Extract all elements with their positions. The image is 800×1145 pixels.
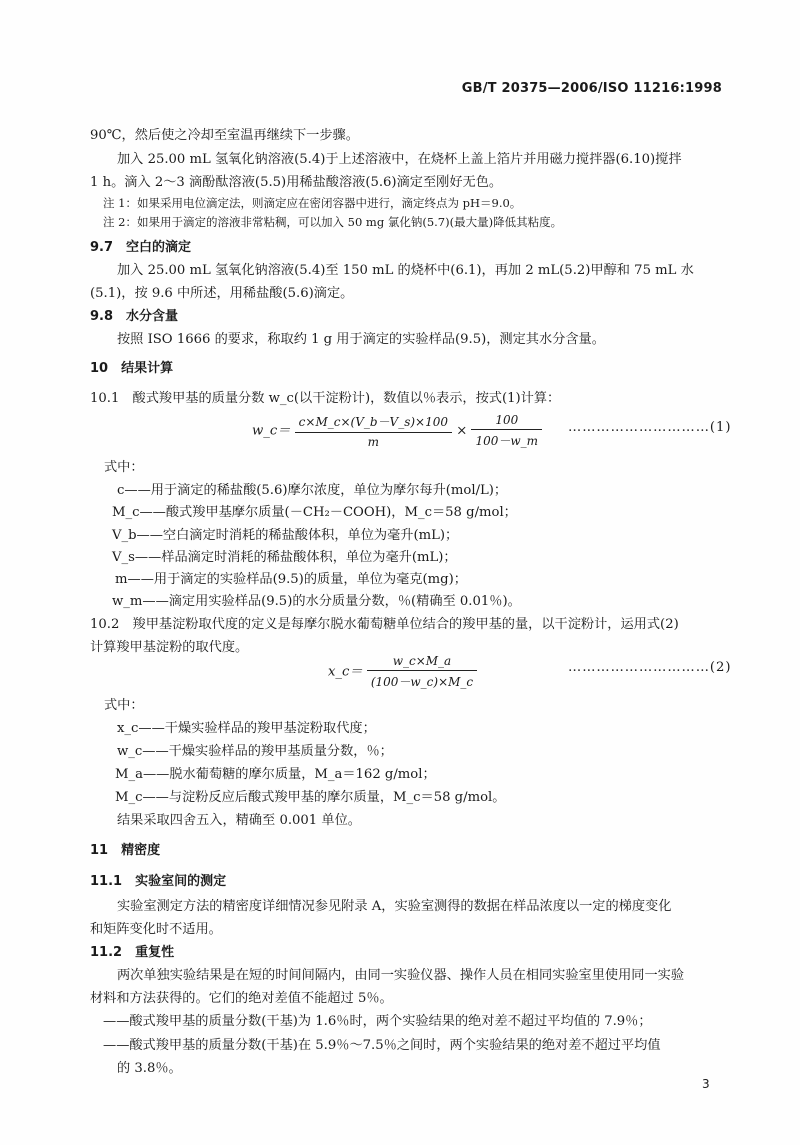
text-line: (5.1)，按 9.6 中所述，用稀盐酸(5.6)滴定。 xyxy=(90,286,354,301)
symbol-definition: M_c——与淀粉反应后酸式羧甲基的摩尔质量，M_c＝58 g/mol。 xyxy=(115,790,506,805)
text-line: 10.2 羧甲基淀粉取代度的定义是每摩尔脱水葡萄糖单位结合的羧甲基的量，以干淀粉计，运用式(2) xyxy=(90,617,679,632)
eq1-times: × xyxy=(456,423,468,439)
section-heading-11-2: 11.2 重复性 xyxy=(90,945,175,960)
text-line: 材料和方法获得的。它们的绝对差值不能超过 5％。 xyxy=(90,991,393,1006)
eq2-denominator: (100－w_c)×M_c xyxy=(370,675,474,689)
text-line: 实验室测定方法的精密度详细情况参见附录 A，实验室测得的数据在样品浓度以一定的梯度变化 xyxy=(117,899,672,914)
section-heading-11: 11 精密度 xyxy=(90,843,161,858)
text-line: 10.1 酸式羧甲基的质量分数 w_c(以干淀粉计)，数值以％表示，按式(1)计算： xyxy=(90,391,561,406)
text-line: 1 h。滴入 2～3 滴酚酞溶液(5.5)用稀盐酸溶液(5.6)滴定至刚好无色。 xyxy=(90,175,503,190)
text-line: 加入 25.00 mL 氢氧化钠溶液(5.4)至 150 mL 的烧杯中(6.1)，再加 2 mL(5.2)甲醇和 75 mL 水 xyxy=(117,263,694,278)
symbol-definition: w_m——滴定用实验样品(9.5)的水分质量分数，％(精确至 0.01％)。 xyxy=(112,594,521,609)
symbol-definition: M_c——酸式羧甲基摩尔质量(－CH₂－COOH)，M_c＝58 g/mol； xyxy=(112,505,517,520)
equation-2-tag: …………………………(2) xyxy=(568,660,732,675)
equation-2 xyxy=(328,654,477,690)
symbol-definition: c——用于滴定的稀盐酸(5.6)摩尔浓度，单位为摩尔每升(mol/L)； xyxy=(117,483,508,498)
text-line: 加入 25.00 mL 氢氧化钠溶液(5.4)于上述溶液中，在烧杯上盖上箔片并用磁力搅拌器(6.10)搅拌 xyxy=(117,152,682,167)
eq2-numerator: w_c×M_a xyxy=(367,654,477,671)
text-line: 式中： xyxy=(104,460,144,475)
eq1-lhs: w_c＝ xyxy=(252,423,291,439)
section-heading-9-7: 9.7 空白的滴定 xyxy=(90,240,192,255)
eq1-fraction-1 xyxy=(295,413,452,449)
eq1-numerator-1: c×M_c×(V_b－V_s)×100 xyxy=(295,413,452,433)
list-item: ——酸式羧甲基的质量分数(干基)在 5.9％～7.5％之间时，两个实验结果的绝对差不超过平均值 xyxy=(103,1038,661,1053)
text-line: 90℃，然后使之冷却至室温再继续下一步骤。 xyxy=(90,128,359,143)
section-heading-10: 10 结果计算 xyxy=(90,361,174,376)
eq1-denominator-2: 100－w_m xyxy=(475,434,539,448)
text-line: 结果采取四舍五入，精确至 0.001 单位。 xyxy=(117,813,361,828)
eq1-fraction-2 xyxy=(471,413,542,449)
equation-1 xyxy=(252,413,542,449)
page-number: 3 xyxy=(702,1077,710,1091)
standard-number-header: GB/T 20375—2006/ISO 11216:1998 xyxy=(461,81,722,96)
section-heading-11-1: 11.1 实验室间的测定 xyxy=(90,874,227,889)
symbol-definition: V_b——空白滴定时消耗的稀盐酸体积，单位为毫升(mL)； xyxy=(112,528,459,543)
eq2-fraction xyxy=(367,654,477,690)
note-2: 注 2：如果用于滴定的溶液非常粘稠，可以加入 50 mg 氯化钠(5.7)(最大量)降低其粘度。 xyxy=(103,215,563,229)
symbol-definition: x_c——干燥实验样品的羧甲基淀粉取代度； xyxy=(117,721,376,736)
section-heading-9-8: 9.8 水分含量 xyxy=(90,309,179,324)
eq1-numerator-2: 100 xyxy=(471,413,542,430)
text-line: 和矩阵变化时不适用。 xyxy=(90,922,222,937)
list-item-continuation: 的 3.8％。 xyxy=(117,1061,182,1076)
eq1-denominator-1: m xyxy=(367,435,380,449)
text-line: 式中： xyxy=(104,698,144,713)
note-1: 注 1：如果采用电位滴定法，则滴定应在密闭容器中进行，滴定终点为 pH＝9.0。 xyxy=(103,196,522,210)
text-line: 两次单独实验结果是在短的时间间隔内，由同一实验仪器、操作人员在相同实验室里使用同一实验 xyxy=(117,968,685,983)
symbol-definition: w_c——干燥实验样品的羧甲基质量分数，％； xyxy=(117,744,393,759)
symbol-definition: m——用于滴定的实验样品(9.5)的质量，单位为毫克(mg)； xyxy=(115,572,467,587)
text-line: 计算羧甲基淀粉的取代度。 xyxy=(90,640,249,655)
list-item: ——酸式羧甲基的质量分数(干基)为 1.6％时，两个实验结果的绝对差不超过平均值的 7.9％； xyxy=(103,1014,652,1029)
symbol-definition: M_a——脱水葡萄糖的摩尔质量，M_a＝162 g/mol； xyxy=(115,767,436,782)
text-line: 按照 ISO 1666 的要求，称取约 1 g 用于滴定的实验样品(9.5)，测定其水分含量。 xyxy=(117,332,605,347)
eq2-lhs: x_c＝ xyxy=(328,664,363,680)
equation-1-tag: …………………………(1) xyxy=(568,420,732,435)
symbol-definition: V_s——样品滴定时消耗的稀盐酸体积，单位为毫升(mL)； xyxy=(112,550,457,565)
